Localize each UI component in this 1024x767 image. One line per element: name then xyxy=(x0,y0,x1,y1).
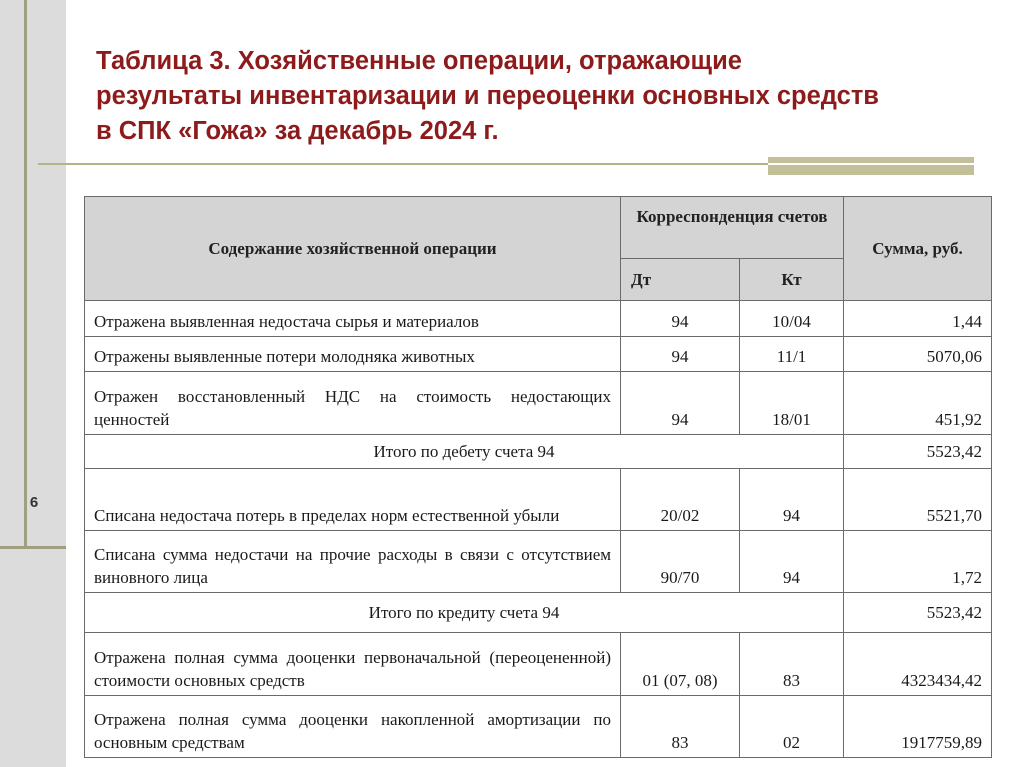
side-accent-line xyxy=(24,0,27,548)
header-debit: Дт xyxy=(621,259,740,301)
row-description: Отражен восстановленный НДС на стоимость недостающих ценностей xyxy=(85,372,621,435)
row-description: Списана недостача потерь в пределах норм естественной убыли xyxy=(85,469,621,531)
row-credit: 18/01 xyxy=(740,372,844,435)
slide-number: 6 xyxy=(29,494,39,511)
row-credit: 94 xyxy=(740,531,844,593)
row-description: Отражены выявленные потери молодняка животных xyxy=(85,337,621,372)
table-row xyxy=(85,337,992,372)
header-correspondence: Корреспонденция счетов xyxy=(621,197,844,259)
total-label: Итого по дебету счета 94 xyxy=(85,435,844,469)
row-debit: 94 xyxy=(621,337,740,372)
row-sum: 4323434,42 xyxy=(844,633,992,696)
title-line: в СПК «Гожа» за декабрь 2024 г. xyxy=(96,117,499,145)
row-debit: 20/02 xyxy=(621,469,740,531)
row-credit: 10/04 xyxy=(740,301,844,337)
row-sum: 1917759,89 xyxy=(844,696,992,758)
total-row xyxy=(85,593,992,633)
header-credit: Кт xyxy=(740,259,844,301)
side-accent-line-bottom xyxy=(0,546,66,549)
row-credit: 83 xyxy=(740,633,844,696)
row-sum: 5521,70 xyxy=(844,469,992,531)
total-label: Итого по кредиту счета 94 xyxy=(85,593,844,633)
title-divider-accent xyxy=(768,157,974,175)
header-sum: Сумма, руб. xyxy=(844,197,992,301)
table-row xyxy=(85,469,992,531)
operations-table xyxy=(84,196,992,758)
header-content: Содержание хозяйственной операции xyxy=(85,197,621,301)
row-sum: 451,92 xyxy=(844,372,992,435)
row-credit: 02 xyxy=(740,696,844,758)
row-debit: 94 xyxy=(621,301,740,337)
row-debit: 01 (07, 08) xyxy=(621,633,740,696)
side-panel xyxy=(0,0,66,767)
row-credit: 11/1 xyxy=(740,337,844,372)
row-description: Списана сумма недостачи на прочие расходы в связи с отсутствием виновного лица xyxy=(85,531,621,593)
total-sum: 5523,42 xyxy=(844,435,992,469)
total-sum: 5523,42 xyxy=(844,593,992,633)
table-row xyxy=(85,633,992,696)
row-debit: 83 xyxy=(621,696,740,758)
row-debit: 94 xyxy=(621,372,740,435)
row-sum: 1,44 xyxy=(844,301,992,337)
row-description: Отражена полная сумма дооценки накопленной амортизации по основным средствам xyxy=(85,696,621,758)
row-sum: 1,72 xyxy=(844,531,992,593)
row-description: Отражена полная сумма дооценки первоначальной (переоцененной) стоимости основных средств xyxy=(85,633,621,696)
slide-title xyxy=(96,44,986,149)
table-row xyxy=(85,301,992,337)
table-row xyxy=(85,696,992,758)
table-row xyxy=(85,531,992,593)
row-sum: 5070,06 xyxy=(844,337,992,372)
table-row xyxy=(85,372,992,435)
title-line: результаты инвентаризации и переоценки основных средств xyxy=(96,82,879,110)
title-line: Таблица 3. Хозяйственные операции, отражающие xyxy=(96,47,742,75)
total-row xyxy=(85,435,992,469)
row-credit: 94 xyxy=(740,469,844,531)
row-description: Отражена выявленная недостача сырья и материалов xyxy=(85,301,621,337)
row-debit: 90/70 xyxy=(621,531,740,593)
